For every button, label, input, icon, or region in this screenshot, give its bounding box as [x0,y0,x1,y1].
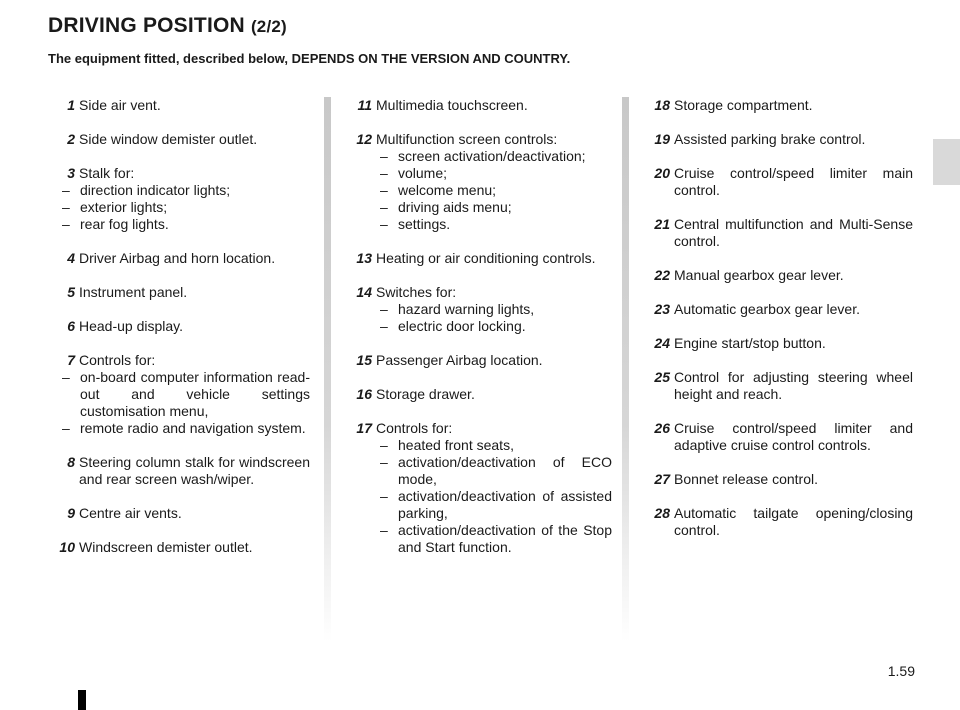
legend-text: Automatic tailgate opening/closing control. [674,505,913,538]
legend-number: 15 [356,352,372,368]
legend-text: Multimedia touchscreen. [376,97,528,113]
legend-subitem-text: electric door locking. [398,318,526,334]
legend-sublist [376,148,612,233]
legend-text: Control for adjusting steering wheel height and reach. [674,369,913,402]
legend-text: Central multifunction and Multi-Sense control. [674,216,913,249]
dash-bullet: – [380,454,388,470]
dash-bullet: – [380,148,388,164]
legend-subitem-text: welcome menu; [398,182,497,198]
legend-text: Side window demister outlet. [79,131,258,147]
legend-number: 11 [357,97,372,113]
legend-subitem-text: rear fog lights. [80,216,169,232]
dash-bullet: – [62,216,70,232]
legend-number: 27 [654,471,670,487]
legend-item [643,216,913,250]
legend-number: 19 [654,131,670,147]
legend-item [643,471,913,488]
legend-subitem [376,318,612,335]
legend-subitem [58,182,310,199]
legend-item [48,352,310,437]
legend-subitem [376,454,612,488]
legend-column-2 [345,97,612,573]
legend-text: Switches for: [376,284,457,300]
legend-number: 16 [356,386,372,402]
legend-text: Cruise control/speed limiter main control. [674,165,913,198]
legend-item [643,301,913,318]
legend-item [345,386,612,403]
legend-subitem [376,182,612,199]
dash-bullet: – [62,369,70,385]
legend-number: 28 [654,505,670,521]
legend-text: Bonnet release control. [674,471,818,487]
legend-number: 17 [356,420,372,436]
legend-subitem-text: exterior lights; [80,199,168,215]
legend-number: 9 [67,505,75,521]
legend-subitem-text: screen activation/deactivation; [398,148,586,164]
legend-subitem [376,165,612,182]
legend-subitem-text: volume; [398,165,448,181]
legend-text: Steering column stalk for windscreen and rear screen wash/wiper. [79,454,310,487]
legend-subitem-text: direction indicator lights; [80,182,231,198]
legend-subitem-text: hazard warning lights, [398,301,535,317]
legend-subitem [376,522,612,556]
page-title-text: DRIVING POSITION [48,14,245,37]
legend-item [643,335,913,352]
legend-item [345,284,612,335]
legend-number: 6 [67,318,75,334]
legend-number: 22 [654,267,670,283]
legend-number: 7 [67,352,75,368]
corner-mark [78,690,86,710]
column-divider [622,97,629,642]
dash-bullet: – [380,165,388,181]
legend-number: 4 [67,250,75,266]
legend-number: 10 [59,539,75,555]
legend-number: 3 [67,165,75,181]
legend-text: Assisted parking brake control. [674,131,866,147]
legend-number: 24 [654,335,670,351]
dash-bullet: – [380,437,388,453]
dash-bullet: – [380,216,388,232]
legend-number: 13 [356,250,372,266]
legend-subitem-text: activation/deactivation of ECO mode, [398,454,612,487]
legend-sublist [58,182,310,233]
legend-number: 12 [356,131,372,147]
dash-bullet: – [380,522,388,538]
dash-bullet: – [62,199,70,215]
legend-item [48,318,310,335]
legend-text: Stalk for: [79,165,135,181]
page-title-suffix: (2/2) [250,17,287,36]
legend-number: 26 [654,420,670,436]
legend-subitem [58,369,310,420]
legend-text: Storage drawer. [376,386,475,402]
legend-text: Heating or air conditioning controls. [376,250,596,266]
legend-item [48,97,310,114]
page-number: 1.59 [887,663,915,679]
legend-subitem [376,148,612,165]
legend-item [345,97,612,114]
legend-text: Driver Airbag and horn location. [79,250,276,266]
dash-bullet: – [380,182,388,198]
legend-subitem-text: activation/deactivation of assisted parking, [398,488,612,521]
legend-item [345,131,612,233]
legend-item [643,505,913,539]
dash-bullet: – [380,318,388,334]
legend-text: Multifunction screen controls: [376,131,558,147]
legend-number: 8 [67,454,75,470]
legend-number: 25 [654,369,670,385]
legend-item [48,250,310,267]
legend-text: Manual gearbox gear lever. [674,267,844,283]
dash-bullet: – [380,301,388,317]
legend-text: Head-up display. [79,318,184,334]
legend-sublist [376,301,612,335]
legend-subitem-text: remote radio and navigation system. [80,420,306,436]
legend-subitem [58,199,310,216]
legend-number: 1 [67,97,75,113]
legend-sublist [58,369,310,437]
legend-subitem-text: driving aids menu; [398,199,512,215]
legend-subitem-text: settings. [398,216,451,232]
legend-item [345,420,612,556]
legend-text: Automatic gearbox gear lever. [674,301,860,317]
dash-bullet: – [380,488,388,504]
legend-item [48,539,310,556]
legend-item [48,454,310,488]
legend-item [48,505,310,522]
legend-number: 5 [67,284,75,300]
legend-column-1 [48,97,310,573]
legend-number: 18 [654,97,670,113]
legend-subitem [376,488,612,522]
legend-subitem [58,216,310,233]
legend-subitem-text: heated front seats, [398,437,514,453]
legend-text: Centre air vents. [79,505,182,521]
legend-subitem [376,301,612,318]
legend-number: 2 [67,131,75,147]
dash-bullet: – [380,199,388,215]
legend-text: Windscreen demister outlet. [79,539,253,555]
legend-item [48,131,310,148]
legend-text: Cruise control/speed limiter and adaptive cruise control controls. [674,420,913,453]
legend-item [48,165,310,233]
legend-column-3 [643,97,913,556]
section-tab [933,139,960,185]
legend-item [643,369,913,403]
legend-number: 20 [654,165,670,181]
legend-sublist [376,437,612,556]
legend-subitem [376,216,612,233]
dash-bullet: – [62,182,70,198]
column-divider [324,97,331,642]
legend-subitem [58,420,310,437]
page-title [48,14,287,38]
legend-text: Side air vent. [79,97,161,113]
legend-number: 14 [356,284,372,300]
legend-subitem [376,199,612,216]
legend-item [345,250,612,267]
legend-item [643,165,913,199]
legend-text: Storage compartment. [674,97,813,113]
legend-item [48,284,310,301]
legend-item [643,420,913,454]
legend-item [345,352,612,369]
legend-item [643,97,913,114]
equipment-note: The equipment fitted, described below, DEPENDS ON THE VERSION AND COUNTRY. [48,51,571,66]
legend-item [643,267,913,284]
legend-item [643,131,913,148]
legend-subitem-text: on-board computer information read-out and vehicle settings customisation menu, [80,369,310,419]
dash-bullet: – [62,420,70,436]
legend-subitem [376,437,612,454]
legend-number: 23 [654,301,670,317]
legend-text: Passenger Airbag location. [376,352,543,368]
legend-text: Controls for: [79,352,156,368]
legend-text: Instrument panel. [79,284,188,300]
legend-text: Controls for: [376,420,453,436]
legend-text: Engine start/stop button. [674,335,826,351]
legend-number: 21 [654,216,670,232]
legend-subitem-text: activation/deactivation of the Stop and Start function. [398,522,612,555]
